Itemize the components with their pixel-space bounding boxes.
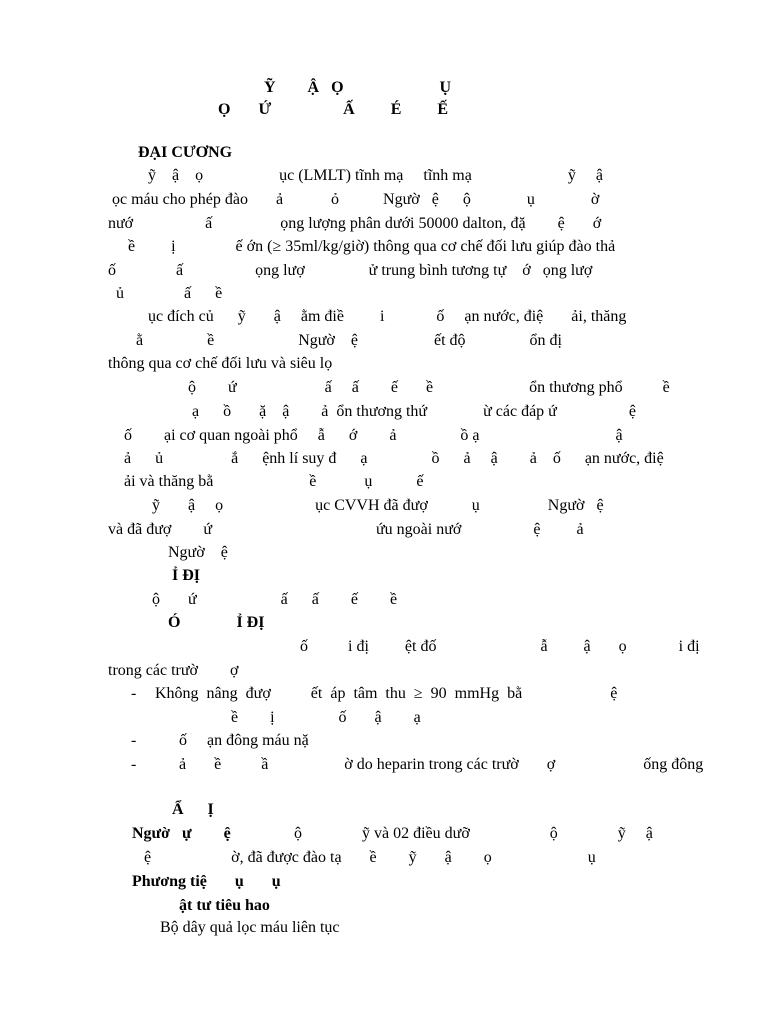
general-p3-line-1: ộ ứ ấ ấ ế ề ổn thương phổ ề	[108, 379, 670, 396]
staff-label: Ngườ ự ệ	[132, 825, 231, 842]
contraindication-item-1: Không nâng đượ ết áp tâm thu ≥ 90 mmHg bằ ệ	[155, 685, 618, 702]
indication-line: ộ ứ ấ ấ ế ề	[108, 591, 398, 608]
contraindication-item-3-bullet: -	[131, 756, 137, 773]
equipment-label: Phương tiệ ụ ụ	[132, 873, 281, 890]
general-p1-line-1: ỹ ậ ọ ục (LMLT) tĩnh mạ tĩnh mạ ỹ ậ	[108, 167, 603, 184]
general-p4-line-3: Ngườ ệ	[108, 544, 228, 561]
staff-continuation: ệ ờ, đã được đào tạ ề ỹ ậ ọ ụ	[108, 849, 596, 866]
general-p1-line-6: ủ ấ ề	[108, 285, 223, 302]
general-p3-line-4: ả ủ ắ ệnh lí suy đ ạ ồ ả ậ ả ố ạn nước, điệ	[108, 450, 664, 467]
heading-indication: Ỉ ĐỊ	[108, 567, 201, 584]
general-p3-line-2: ạ ồ ặ ậ ả ổn thương thứ ừ các đáp ứ ệ	[108, 403, 636, 420]
general-p2-line-2: ằ ề Ngườ ệ ết độ ổn đị	[108, 332, 562, 349]
contraindication-item-2-bullet: -	[131, 732, 137, 749]
contraindication-item-1-continuation: ề ị ố ậ ạ	[155, 709, 421, 726]
heading-preparation: Ẩ Ị	[108, 801, 214, 818]
contraindication-intro-line-2: trong các trườ ợ	[108, 662, 239, 679]
contraindication-item-3: ả ề ầ ờ do heparin trong các trườ ợ ống đông	[155, 756, 704, 773]
document-title-line-2: Ọ Ứ Ấ É Ế	[218, 101, 449, 118]
general-p1-line-5: ố ấ ọng lượ ử trung bình tương tự ớ ọng lượ	[108, 262, 593, 279]
contraindication-item-1-bullet: -	[131, 685, 137, 702]
general-p1-line-3: nướ ấ ọng lượng phân dưới 50000 dalton, đặ ệ ớ	[108, 215, 602, 232]
general-p3-line-5: ải và thăng bằ ề ụ ế	[108, 473, 424, 490]
general-p3-line-3: ố ại cơ quan ngoài phổ ẫ ớ ả ồ ạ ậ	[108, 427, 623, 444]
heading-general: ĐẠI CƯƠNG	[138, 144, 233, 161]
general-p2-line-3: thông qua cơ chế đối lưu và siêu lọ	[108, 355, 333, 372]
contraindication-item-2: ố ạn đông máu nặ	[155, 732, 309, 749]
supplies-heading: ật tư tiêu hao	[155, 897, 270, 914]
document-title-line-1: Ỹ Ậ Ọ Ụ	[264, 79, 452, 96]
heading-contraindication: Ó Ỉ ĐỊ	[108, 614, 265, 631]
general-p4-line-2: và đã đượ ứ ứu ngoài nướ ệ ả	[108, 521, 584, 538]
supplies-item: Bộ dây quả lọc máu liên tục	[160, 919, 340, 936]
staff-text: ộ ỹ và 02 điều dưỡ ộ ỹ ậ	[262, 825, 653, 842]
general-p4-line-1: ỹ ậ ọ ục CVVH đã đượ ụ Ngườ ệ	[108, 497, 604, 514]
contraindication-intro-line-1: ố i đị ệt đố ẫ ậ ọ i đị	[108, 638, 700, 655]
general-p1-line-4: ề ị ế ớn (≥ 35ml/kg/giờ) thông qua cơ chế đối lưu giúp đào thả	[108, 238, 616, 255]
general-p1-line-2: ọc máu cho phép đào ả ỏ Ngườ ệ ộ ụ ờ	[108, 191, 600, 208]
general-p2-line-1: ục đích củ ỹ ậ ằm điề i ố ạn nước, điệ ải, thăng	[108, 308, 627, 325]
